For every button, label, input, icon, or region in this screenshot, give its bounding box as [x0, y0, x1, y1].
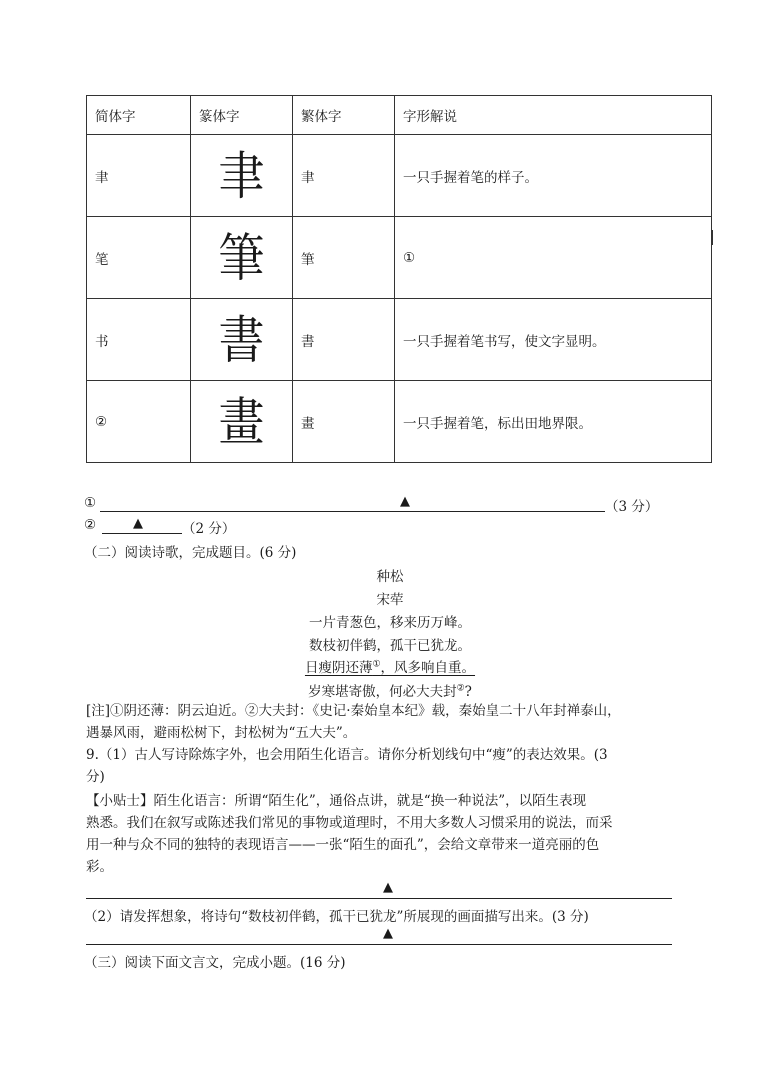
cell-seal-image: [191, 299, 293, 381]
poem-line-4-rest: ?: [464, 684, 472, 700]
character-table: [86, 95, 712, 463]
table-row: [87, 299, 712, 381]
poem-line-3-text: 日瘦阴还薄: [304, 660, 373, 676]
poem-line-4: [0, 680, 760, 700]
question-9: [86, 744, 676, 788]
stray-mark: [712, 230, 713, 245]
table-header-row: [87, 96, 712, 135]
answer-2-score: （2 分）: [182, 521, 236, 537]
notes-line-1: [注]①阴还薄：阴云迫近。②大夫封：《史记·秦始皇本纪》载，秦始皇二十八年封禅泰山，: [86, 703, 621, 719]
poem-line-1: 一片青葱色，移来历万峰。: [309, 615, 471, 631]
poem-author: 宋荦: [376, 592, 404, 608]
section-3-heading: （三）阅读下面文言文，完成小题。(16 分): [84, 955, 346, 971]
cell-traditional: 筆: [293, 217, 395, 299]
tip-box: [86, 790, 676, 878]
notes-line-2: 遇暴风雨，避雨松树下，封松树为“五大夫”。: [86, 725, 357, 741]
section-2-heading: （二）阅读诗歌，完成题目。(6 分): [84, 545, 297, 561]
q9-line-2: 分): [86, 769, 105, 785]
cell-traditional: 畫: [293, 381, 395, 463]
cell-explanation: 一只手握着笔书写，使文字显明。: [395, 299, 712, 381]
cell-explanation: ①: [395, 217, 712, 299]
tip-label: 【小贴士】: [86, 793, 154, 809]
cell-simplified: 书: [87, 299, 191, 381]
poem-line-3: [0, 656, 760, 676]
poem-notes: [86, 700, 676, 744]
tip-text-1: 陌生化语言：所谓“陌生化”，通俗点讲，就是“换一种说法”，以陌生表现: [153, 793, 587, 809]
cell-simplified: 聿: [87, 135, 191, 217]
seal-script-glyph: 筆: [218, 227, 265, 288]
footnote-2-marker: ②: [456, 683, 465, 694]
cell-seal-image: [191, 381, 293, 463]
seal-script-glyph: 書: [218, 309, 265, 370]
answer-2-marker: ②: [84, 517, 97, 533]
poem-title: 种松: [376, 569, 404, 585]
poem-line-2: 数枝初伴鹤，孤干已犹龙。: [309, 638, 471, 654]
poem-line-4-text: 岁寒堪寄傲，何必大夫封: [308, 684, 457, 700]
header-traditional: 繁体字: [293, 96, 395, 135]
cell-seal-image: [191, 135, 293, 217]
footnote-1-marker: ①: [372, 659, 381, 670]
header-simplified: 简体字: [87, 96, 191, 135]
table-row: [87, 135, 712, 217]
cell-simplified: ②: [87, 381, 191, 463]
answer-2-triangle: ▲: [133, 516, 143, 531]
answer-9-2-line[interactable]: [86, 944, 672, 945]
poem-line-3-rest: ，风多响自重。: [380, 660, 476, 676]
cell-seal-image: [191, 217, 293, 299]
answer-1-score: （3 分）: [605, 499, 659, 515]
cell-simplified: 笔: [87, 217, 191, 299]
answer-1-triangle: ▲: [400, 494, 410, 509]
tip-line-1: [86, 790, 676, 812]
seal-script-glyph: 畫: [218, 391, 265, 452]
answer-1-blank[interactable]: [100, 496, 605, 512]
answer-9-2-triangle: ▲: [383, 926, 393, 941]
header-explanation: 字形解说: [395, 96, 712, 135]
q9-line-1: 9.（1）古人写诗除炼字外，也会用陌生化语言。请你分析划线句中“瘦”的表达效果。(3: [86, 747, 608, 763]
cell-traditional: 書: [293, 299, 395, 381]
poem-line-3-underlined: [305, 660, 475, 676]
tip-line-4: 彩。: [86, 859, 113, 875]
table-row: [87, 217, 712, 299]
table-row: [87, 381, 712, 463]
tip-line-2: 熟悉。我们在叙写或陈述我们常见的事物或道理时，不用大多数人习惯采用的说法，而采: [86, 815, 613, 831]
answer-9-1-triangle: ▲: [383, 880, 393, 895]
header-seal: 篆体字: [191, 96, 293, 135]
cell-explanation: 一只手握着笔的样子。: [395, 135, 712, 217]
answer-9-1-line[interactable]: [86, 898, 672, 899]
q9-2: （2）请发挥想象，将诗句“数枝初伴鹤，孤干已犹龙”所展现的画面描写出来。(3 分): [84, 909, 589, 925]
tip-line-3: 用一种与众不同的独特的表现语言——一张“陌生的面孔”，会给文章带来一道亮丽的色: [86, 837, 600, 853]
cell-explanation: 一只手握着笔，标出田地界限。: [395, 381, 712, 463]
answer-1-marker: ①: [84, 495, 97, 511]
cell-traditional: 聿: [293, 135, 395, 217]
seal-script-glyph: 聿: [218, 145, 265, 206]
